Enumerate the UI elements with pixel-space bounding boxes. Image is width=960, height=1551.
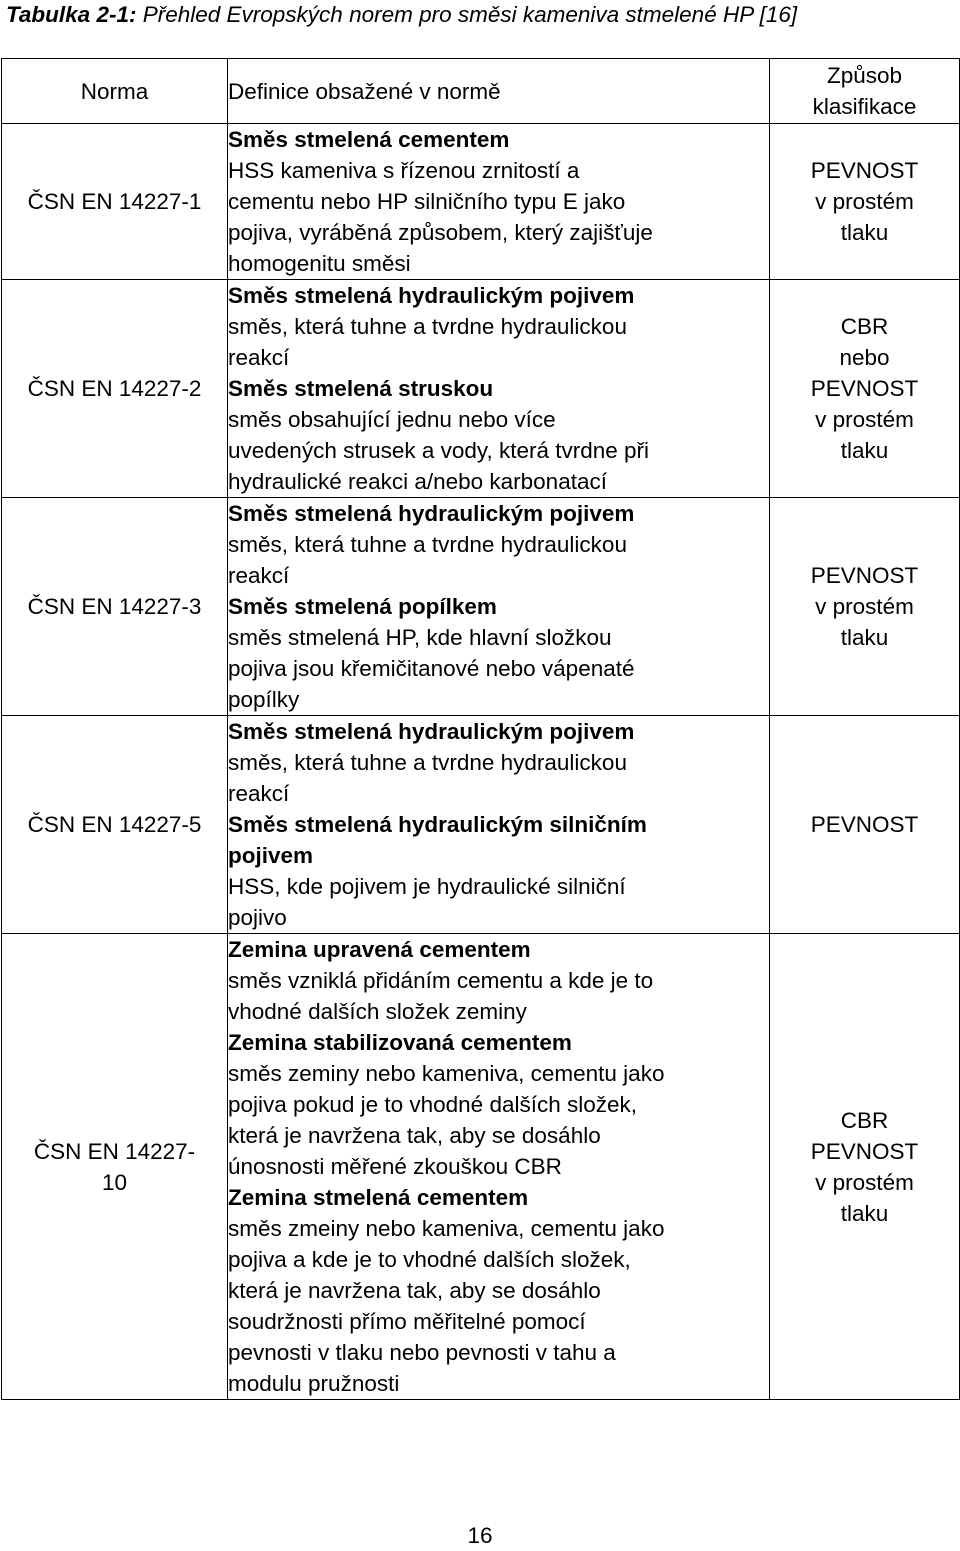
table-caption-text: Přehled Evropských norem pro směsi kameniva stmelené HP [16] xyxy=(142,2,798,27)
norms-table xyxy=(1,58,960,1400)
definition-text: pojiva a kde je to vhodné dalších složek, xyxy=(228,1247,631,1272)
definition-text: HSS, kde pojivem je hydraulické silniční xyxy=(228,874,626,899)
definition-text: pevnosti v tlaku nebo pevnosti v tahu a xyxy=(228,1340,616,1365)
classification-line: v prostém xyxy=(815,407,914,432)
definitions-cell xyxy=(228,124,770,280)
table-row xyxy=(2,124,960,280)
definition-text: HSS kameniva s řízenou zrnitostí a xyxy=(228,158,580,183)
norm-cell xyxy=(2,498,228,716)
classification-line: v prostém xyxy=(815,594,914,619)
table-caption-label: Tabulka 2-1: xyxy=(6,2,137,27)
definitions-cell xyxy=(228,716,770,934)
definition-text: směs, která tuhne a tvrdne hydraulickou xyxy=(228,314,627,339)
norm-code: ČSN EN 14227-5 xyxy=(27,812,202,837)
definition-text: směs vzniklá přidáním cementu a kde je to xyxy=(228,968,654,993)
page-number: 16 xyxy=(467,1523,493,1548)
classification-line: PEVNOST xyxy=(810,1138,919,1164)
definition-text: pojiva jsou křemičitanové nebo vápenaté xyxy=(228,656,635,681)
table-caption xyxy=(6,0,956,30)
definition-text: směs zmeiny nebo kameniva, cementu jako xyxy=(228,1216,665,1241)
classification-cell xyxy=(770,498,960,716)
classification-line: PEVNOST xyxy=(810,812,919,837)
classification-line: v prostém xyxy=(815,189,914,214)
table-row xyxy=(2,498,960,716)
definition-text: směs stmelená HP, kde hlavní složkou xyxy=(228,625,612,650)
definition-term: Zemina stmelená cementem xyxy=(228,1185,529,1210)
definition-term: Směs stmelená popílkem xyxy=(228,594,497,619)
definition-text: hydraulické reakci a/nebo karbonatací xyxy=(228,469,607,494)
definitions-cell xyxy=(228,498,770,716)
table-row xyxy=(2,716,960,934)
classification-cell xyxy=(770,716,960,934)
definition-term: Směs stmelená hydraulickým pojivem xyxy=(228,501,635,526)
norm-code: 10 xyxy=(101,1169,128,1195)
norm-cell xyxy=(2,716,228,934)
norm-code: ČSN EN 14227-1 xyxy=(27,189,202,214)
table-header-row xyxy=(2,59,960,124)
definition-text: směs zeminy nebo kameniva, cementu jako xyxy=(228,1061,665,1086)
classification-line: PEVNOST xyxy=(810,563,919,588)
classification-line: PEVNOST xyxy=(810,158,919,183)
table-row xyxy=(2,280,960,498)
classification-line: v prostém xyxy=(815,1169,914,1195)
classification-line: PEVNOST xyxy=(810,376,919,401)
table-row xyxy=(2,934,960,1400)
definition-term: Zemina upravená cementem xyxy=(228,937,531,962)
classification-line: tlaku xyxy=(840,1200,889,1226)
classification-line: CBR xyxy=(840,314,889,339)
definition-term: Zemina stabilizovaná cementem xyxy=(228,1030,572,1055)
definition-text: uvedených strusek a vody, která tvrdne při xyxy=(228,438,650,463)
header-classification-line: Způsob xyxy=(826,63,903,88)
definitions-cell xyxy=(228,280,770,498)
classification-line: tlaku xyxy=(840,220,889,245)
definition-term: Směs stmelená struskou xyxy=(228,376,494,401)
definition-text: vhodné dalších složek zeminy xyxy=(228,999,527,1024)
classification-cell xyxy=(770,934,960,1400)
definition-text: popílky xyxy=(228,687,300,712)
norm-cell xyxy=(2,934,228,1400)
classification-cell xyxy=(770,124,960,280)
header-norm: Norma xyxy=(2,59,228,124)
definition-text: pojivo xyxy=(228,905,287,930)
norm-code: ČSN EN 14227-2 xyxy=(27,376,202,401)
definition-text: směs, která tuhne a tvrdne hydraulickou xyxy=(228,750,627,775)
header-definitions: Definice obsažené v normě xyxy=(228,59,770,124)
definition-term: Směs stmelená hydraulickým silničním xyxy=(228,812,647,837)
classification-line: tlaku xyxy=(840,438,889,463)
definition-term: Směs stmelená hydraulickým pojivem xyxy=(228,283,635,308)
classification-line: CBR xyxy=(840,1107,889,1133)
definition-text: která je navržena tak, aby se dosáhlo xyxy=(228,1123,601,1148)
definitions-cell xyxy=(228,934,770,1400)
definition-text: reakcí xyxy=(228,345,290,370)
definition-text: pojiva, vyráběná způsobem, který zajišťuje xyxy=(228,220,653,245)
definition-text: soudržnosti přímo měřitelné pomocí xyxy=(228,1309,586,1334)
norm-code: ČSN EN 14227-3 xyxy=(27,594,202,619)
definition-text: cementu nebo HP silničního typu E jako xyxy=(228,189,626,214)
definition-text: homogenitu směsi xyxy=(228,251,411,276)
classification-cell xyxy=(770,280,960,498)
definition-text: směs, která tuhne a tvrdne hydraulickou xyxy=(228,532,627,557)
definition-text: směs obsahující jednu nebo více xyxy=(228,407,556,432)
definition-text: reakcí xyxy=(228,563,290,588)
definition-text: únosnosti měřené zkouškou CBR xyxy=(228,1154,562,1179)
norm-code: ČSN EN 14227- xyxy=(33,1138,196,1164)
classification-line: tlaku xyxy=(840,625,889,650)
norm-cell xyxy=(2,280,228,498)
header-classification xyxy=(770,59,960,124)
definition-text: která je navržena tak, aby se dosáhlo xyxy=(228,1278,601,1303)
norm-cell xyxy=(2,124,228,280)
definition-text: reakcí xyxy=(228,781,290,806)
definition-term: Směs stmelená cementem xyxy=(228,127,510,152)
header-classification-line: klasifikace xyxy=(812,94,917,119)
definition-term: pojivem xyxy=(228,843,314,868)
definition-text: pojiva pokud je to vhodné dalších složek, xyxy=(228,1092,638,1117)
definition-term: Směs stmelená hydraulickým pojivem xyxy=(228,719,635,744)
definition-text: modulu pružnosti xyxy=(228,1371,400,1396)
classification-line: nebo xyxy=(839,345,890,370)
